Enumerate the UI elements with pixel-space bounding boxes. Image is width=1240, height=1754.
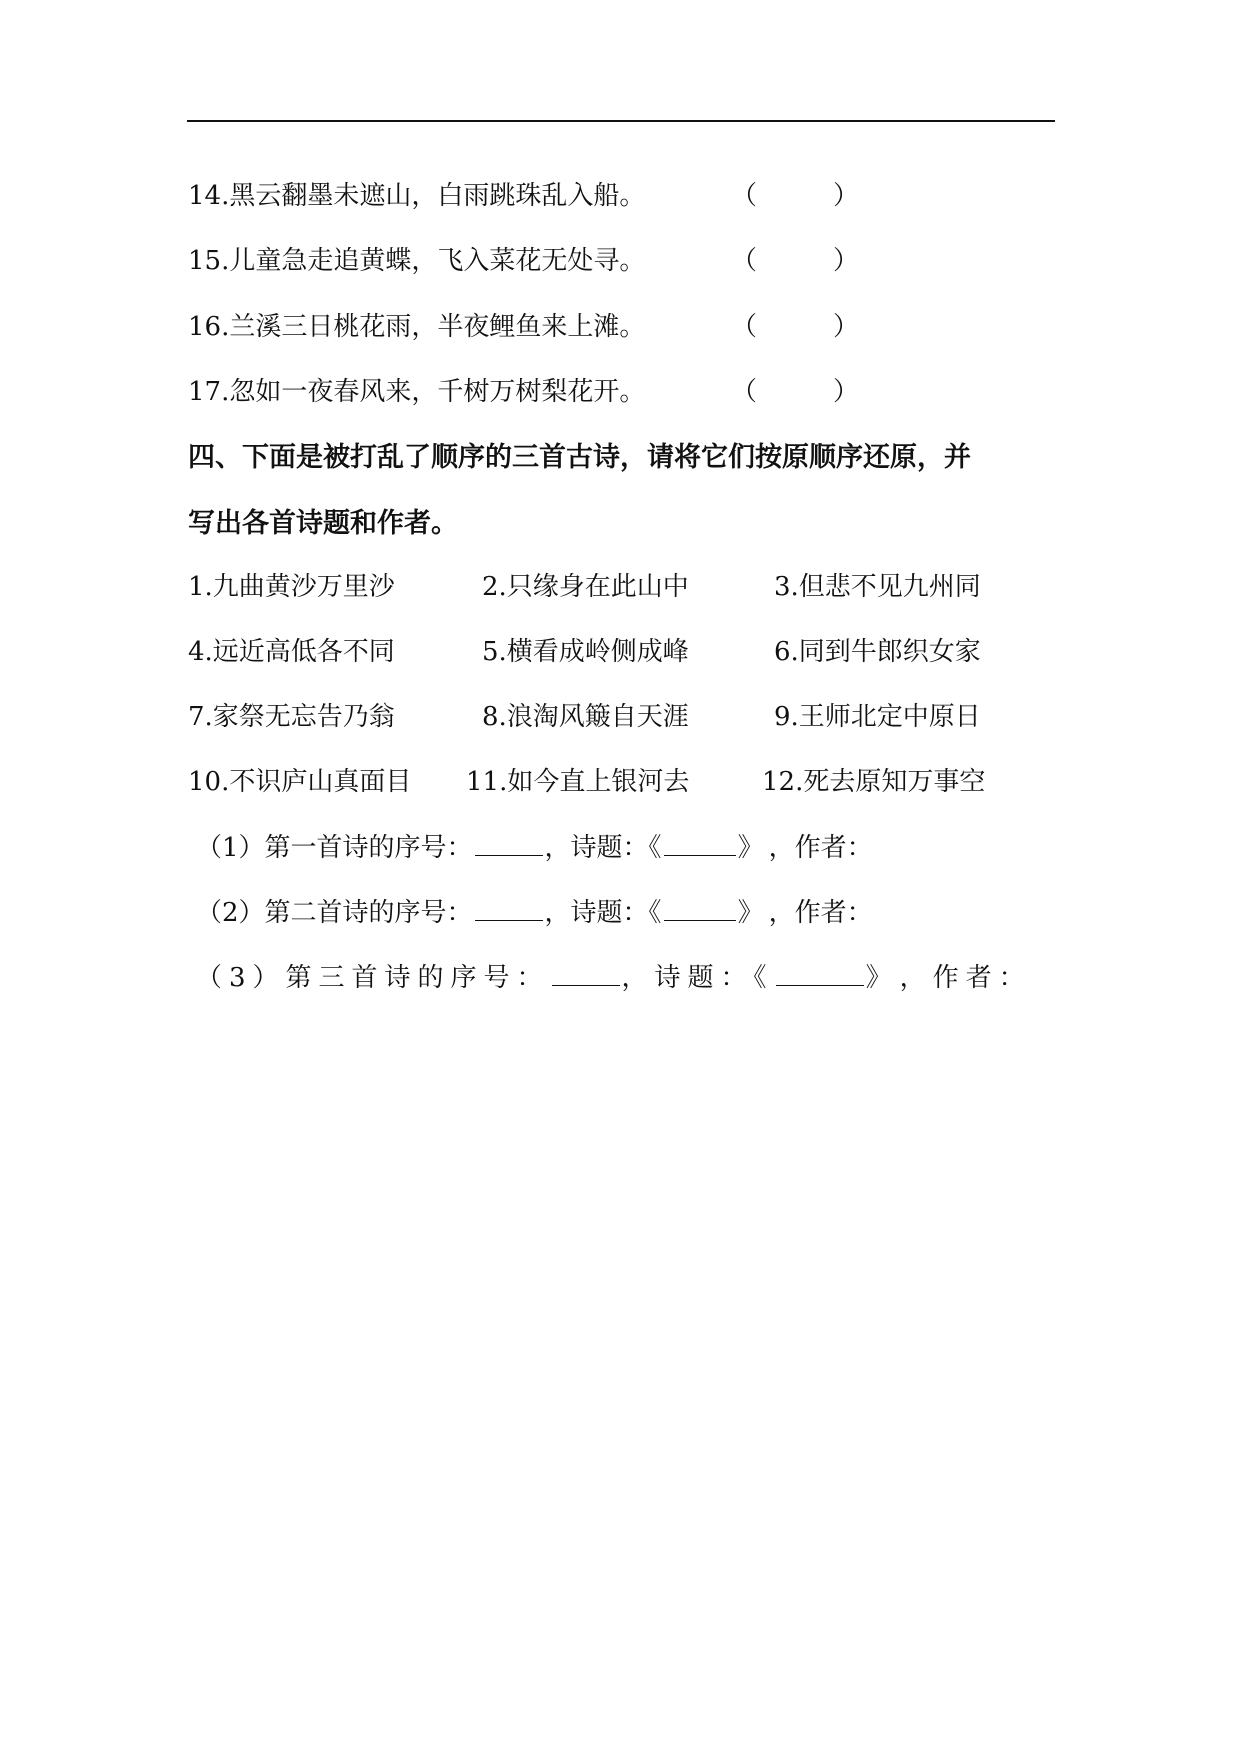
title-close: 》 [865, 963, 886, 993]
answer-row-2 [196, 893, 873, 933]
answer-paren-open: （ [731, 246, 758, 276]
answer-paren-close: ） [833, 246, 860, 276]
sequence-blank[interactable] [552, 959, 620, 986]
title-blank[interactable] [776, 959, 864, 986]
section-heading-line1: 四、下面是被打乱了顺序的三首古诗，请将它们按原顺序还原，并 [188, 442, 971, 473]
title-label: ，诗题：《 [544, 898, 662, 928]
poem-line: 3.但悲不见九州同 [774, 572, 981, 602]
poem-line: 4.远近高低各不同 [188, 637, 395, 667]
answer-label: （3）第三首诗的序号： [196, 963, 550, 993]
answer-paren-close: ） [833, 377, 860, 407]
question-17: 17.忽如一夜春风来，千树万树梨花开。 [188, 377, 646, 407]
author-label: ，作者： [899, 963, 1032, 993]
sequence-blank[interactable] [475, 894, 543, 921]
section-heading-line2: 写出各首诗题和作者。 [188, 508, 458, 539]
answer-paren-open: （ [731, 312, 758, 342]
question-14: 14.黑云翻墨未遮山，白雨跳珠乱入船。 [188, 181, 646, 211]
answer-label: （1）第一首诗的序号： [196, 833, 473, 863]
title-close: 》 [737, 833, 751, 863]
author-label: ，作者： [768, 898, 873, 928]
poem-line: 2.只缘身在此山中 [482, 572, 689, 602]
answer-row-1 [196, 828, 873, 868]
header-rule [187, 120, 1055, 122]
poem-line: 8.浪淘风簸自天涯 [482, 702, 689, 732]
answer-row-3 [196, 958, 1032, 998]
title-close: 》 [737, 898, 751, 928]
title-blank[interactable] [664, 894, 736, 921]
poem-line: 5.横看成岭侧成峰 [482, 637, 689, 667]
poem-line: 6.同到牛郎织女家 [774, 637, 981, 667]
poem-line: 1.九曲黄沙万里沙 [188, 572, 395, 602]
sequence-blank[interactable] [475, 829, 543, 856]
answer-label: （2）第二首诗的序号： [196, 898, 473, 928]
poem-line: 10.不识庐山真面目 [188, 767, 412, 797]
answer-paren-close: ） [833, 312, 860, 342]
answer-paren-open: （ [731, 377, 758, 407]
title-label: ，诗题：《 [544, 833, 662, 863]
poem-line: 12.死去原知万事空 [762, 767, 986, 797]
author-label: ，作者： [768, 833, 873, 863]
title-label: ，诗题：《 [621, 963, 774, 993]
poem-line: 7.家祭无忘告乃翁 [188, 702, 395, 732]
poem-line: 9.王师北定中原日 [774, 702, 981, 732]
answer-paren-open: （ [731, 181, 758, 211]
title-blank[interactable] [664, 829, 736, 856]
question-15: 15.儿童急走追黄蝶，飞入菜花无处寻。 [188, 246, 646, 276]
poem-line: 11.如今直上银河去 [466, 767, 690, 797]
answer-paren-close: ） [833, 181, 860, 211]
question-16: 16.兰溪三日桃花雨，半夜鲤鱼来上滩。 [188, 312, 646, 342]
